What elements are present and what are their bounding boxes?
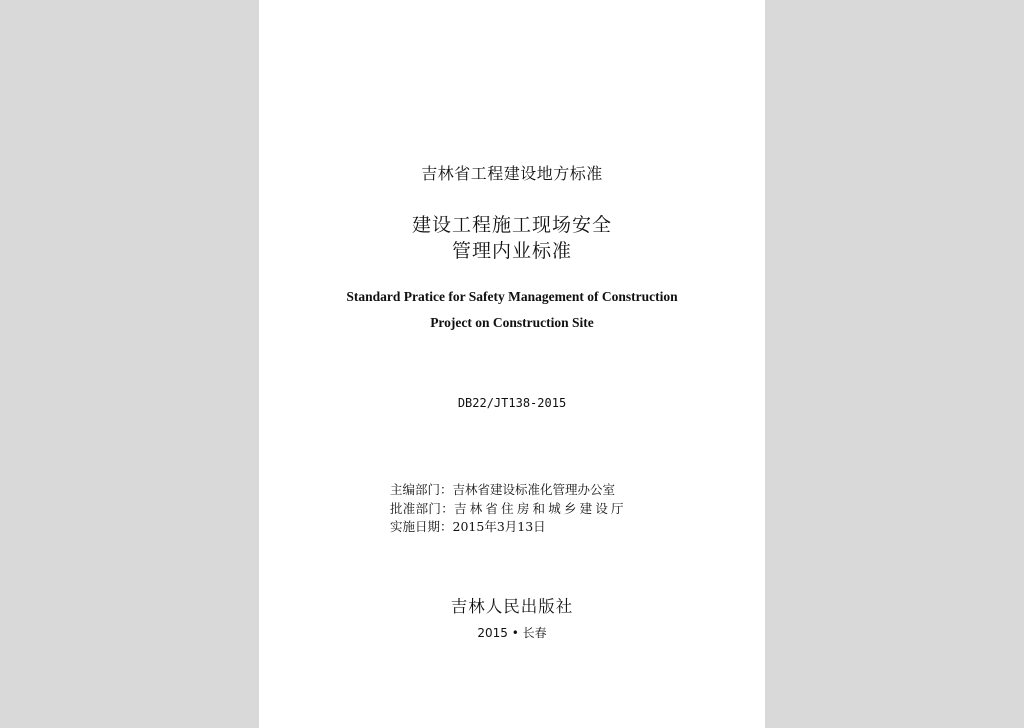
date-value: 2015年3月13日 [452,519,546,534]
approver-value: 吉林省住房和城乡建设厅 [454,501,627,516]
document-title-line-2: 管理内业标准 [451,240,572,262]
editor-department [390,480,615,498]
document-title-line-1: 建设工程施工现场安全 [411,214,612,236]
editor-label: 主编部门： [390,482,453,497]
publication-year-place: 2015 • 长春 [477,626,547,640]
english-title-line-2: Project on Construction Site [430,315,594,330]
document-page [259,0,765,728]
publisher-name: 吉林人民出版社 [450,597,574,616]
effective-date [390,517,546,535]
english-title-line-1: Standard Pratice for Safety Management of Construction [346,289,678,304]
approver-label: 批准部门： [390,501,455,516]
date-label: 实施日期： [390,519,453,534]
standard-series-heading: 吉林省工程建设地方标准 [421,164,603,183]
editor-value: 吉林省建设标准化管理办公室 [452,482,616,497]
standard-code: DB22/JT138-2015 [457,396,567,410]
approver-department [390,499,627,517]
